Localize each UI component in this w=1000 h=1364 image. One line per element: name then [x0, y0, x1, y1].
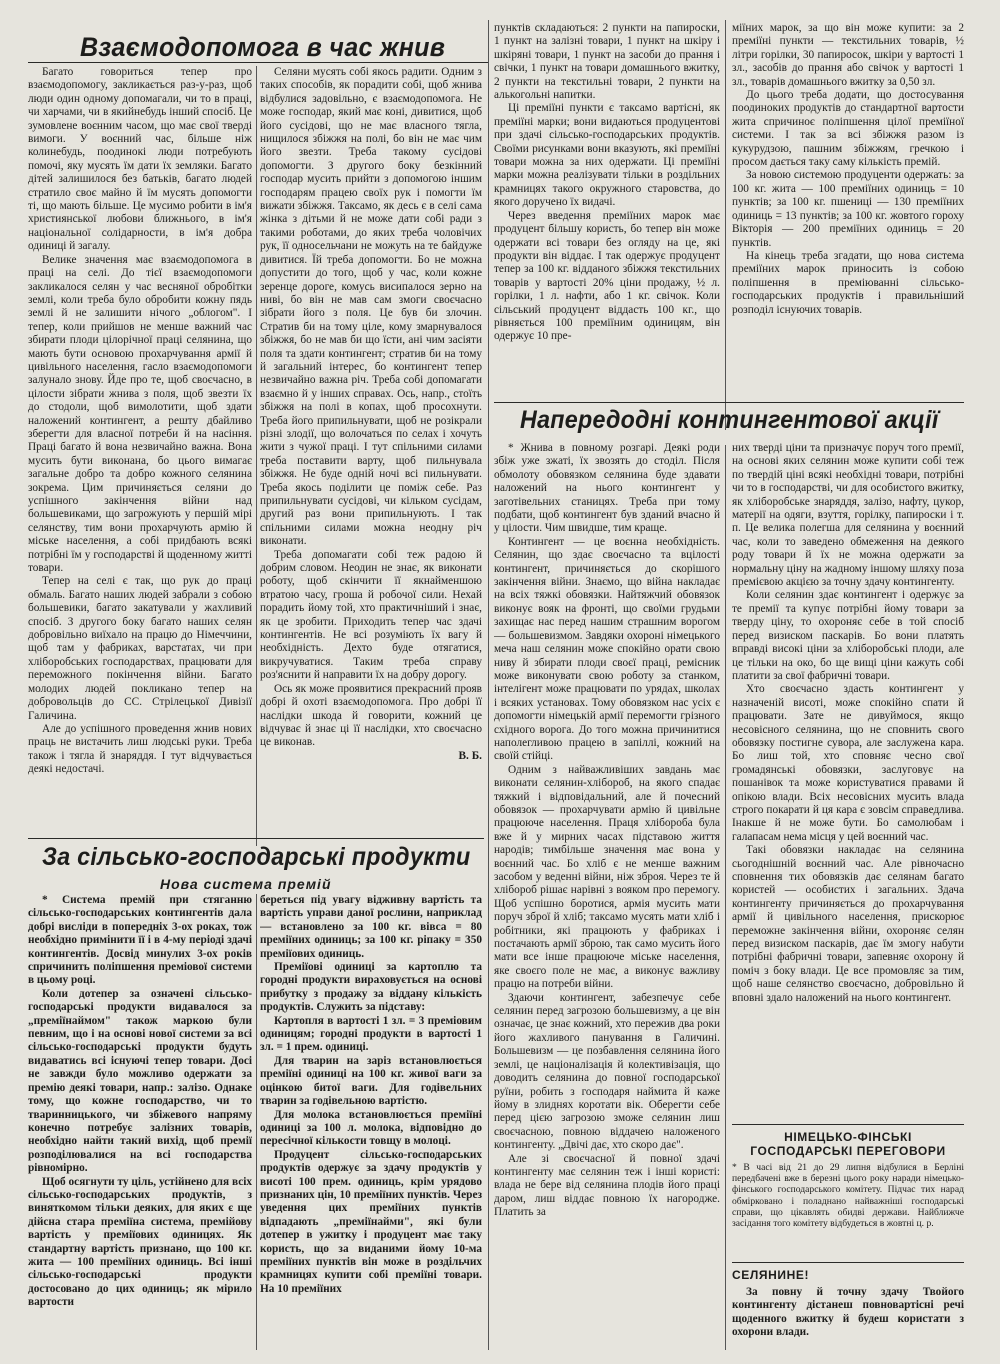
paragraph: Багато говориться тепер про взаємодопомогу, закликається раз-у-раз, щоб люди один одному допомагали, чи то в праці, чи харчами, чи в якийнебудь інший спосіб. Це зумовлене воєнним часом, що має свої тверді вимоги. У воєнний час, більше ніж колинебудь, поодинокі люди потребують помочі, яку мусять їм дати їх земляки. Багато дітей залишилося без батьків, багато людей стратило своє майно й їм мусять допомогти ті, що мають більше. Це мусимо робити в ім'я християнської любови ближнього, в ім'я національної солідарности, в ім'я добра одиниці й загалу.: [28, 66, 252, 253]
column-divider: [725, 445, 726, 1350]
paragraph: * Система премій при стяганню сільсько-господарських контингентів дала добрі висліди в попередніх 3-ох роках, тож необхідно примінити її і в 4-му періоді здачі контингентів. Досвід минулих 3-ох років спричинить поліпшення преміової системи в цьому році.: [28, 894, 252, 987]
paragraph: Але зі своєчасної й повної здачі контингенту має селянин теж і інші користі: влада не бере від селянина плодів його праці даром, лиш віддає повною їх нагородже. Платить за: [494, 1152, 720, 1219]
article-title-contingent: Напередодні контингентової акції: [520, 406, 939, 434]
paragraph: Здаючи контингент, забезпечує себе селянин перед загрозою большевизму, а це він означає, це знає кожний, хто пережив два роки його жахливого панування в Галичині. Большевизм — це позбавлення селянина його землі, це націоналізація й колективізація, що доводить селянина до повної господарської руїни, робить з господаря наймита й каже йому в злиднях коротати вік. Оберегти себе перед цією загрозою зможе селянин лиш своєчасною, повною віддачею наложеного контингенту. „Двічі дає, хто скоро дає".: [494, 991, 720, 1152]
paragraph: береться під увагу відживну вартість та вартість управи даної рослини, наприклад — встановлено за 100 кг. вівса = 80 преміїних одиниць; за 100 кг. ріпаку = 350 преміїових одиниць.: [260, 894, 482, 960]
section-rule: [494, 402, 964, 403]
article-signature: В. Б.: [458, 749, 482, 762]
column-divider: [256, 66, 257, 846]
premium-points-column-3: [494, 22, 720, 400]
article-title-mutual-aid: Взаємодопомога в час жнив: [80, 32, 446, 62]
paragraph: До цього треба додати, що достосування поодиноких продуктів до стандартної вартости жита спричиноє поліпшення цілої преміїної системи. І так за всі збіжжя разом із кукурудзою, пашним збіжжям, гречкою і просом дається таку саму кількість премій.: [732, 89, 964, 169]
column-divider: [256, 894, 257, 1350]
paragraph: Картопля в вартості 1 зл. = 3 преміовим одиницям; городні продукти в вартості 1 зл. = 1 прем. одиниці.: [260, 1014, 482, 1054]
article-subtitle: Нова система премій: [160, 876, 332, 892]
paragraph: Такі обовязки накладає на селянина сьогоднішній воєнний час. Але рівночасно сповнення тих обовязків дає селянам багато користей — особистих і загальних. Здача контингенту причиняється до прохарчування армії й цивільного населення, прискорює переможне закінчення війни, охороняє селян перед визиском паскарів, дає їм змогу набути потрібні фабричні товари, запевняє охорону й поміч з боку влади. Це все промовляє за тим, щоб наше селянство своєчасно, добровільно й вповні здало наложений на нього контингент.: [732, 844, 964, 1004]
article2-column-4: [732, 442, 964, 1120]
paragraph: На кінець треба згадати, що нова система преміїних марок приносить із собою поліпшення в преміюванні сільсько-господарських продуктів і правильніший розподіл існуючих товарів.: [732, 249, 964, 316]
paragraph: Через введення преміїних марок має продуцент більшу користь, бо тепер він може одержати всі товари без огляду на це, які продукти він віддає. І так одержує продуцент тепер за 100 кг. відданого збіжжя текстильних товарів у вартості 20% ціни продажу, ½ л. горілки, 1 л. нафти, або 1 кг. свічок. Коли сільський продуцент віддасть 100 кг., що рівняється 100 преміїним одиницям, він одержує 10 пре-: [494, 209, 720, 343]
article-title-agri-products: За сільсько-господарські продукти: [42, 843, 471, 871]
paragraph: пунктів складаються: 2 пункти на папироски, 1 пункт на залізні товари, 1 пункт на шкіру і шкіряні товари, 1 пункт на засоби до прання і свічки, 1 пункт на товари домашнього вжитку, 2 пункти на текстильні товари, 2 пункти на алькогольні напитки.: [494, 22, 720, 102]
news-box-negotiations: [732, 1130, 964, 1229]
paragraph: Щоб осягнути ту ціль, устійнено для всіх сільсько-господарських продуктів, з виняткомом тільки деяких, для яких є ще дійсна стара преміїна система, премійову вартість у преміїових одиницях. Як стандартну вартість признано, що 100 кг. жита — 100 преміїних одиниць. Всі інші сільсько-господарські продукти достосовано до цих одиниць; як мірило вартости: [28, 1175, 252, 1309]
box-text: * В часі від 21 до 29 липня відбулися в Берліні передбачені вже в березні цього року наради німецько-фінського господарського комітету. Підчас тих нарад обмірковано і поладнано найважніші господарські справи, що цікавлять обидві держави. Найближче засідання того комітету відбудеться в жовтні ц. р.: [732, 1162, 964, 1230]
article1-column-2: [260, 66, 482, 836]
paragraph: Але до успішного проведення жнив нових праць не вистачить лиш людські руки. Треба також і тягла й знаряддя. І тут відчувається деякі недостачі.: [28, 722, 252, 776]
paragraph: За новою системою продуценти одержать: за 100 кг. жита — 100 преміїних одиниць = 10 пунктів; за 100 кг. пшениці — 130 преміїних одиниць = 13 пунктів; за 100 кг. жовтого гороху Вікторія — 200 преміїних одиниць = 20 пунктів.: [732, 169, 964, 249]
paragraph: Коли дотепер за означені сільсько-господарські продукти видавалося за „преміїнаймом" також маркою були певним, що і на основі нової системи за всі сільсько-господарські продукти будуть видаватись всі існуючі тепер товари. Досі не завжди було можливо одержати за премію деякі товари, напр.: залізо. Однаке тому, що кожне господарство, чи то тваринницького, чи збіжевого напряму конечно потребує залізних товарів, необхідно найти такий вихід, щоб премії розподілювалися на всі господарства рівномірно.: [28, 987, 252, 1175]
paragraph: Селяни мусять собі якось радити. Одним з таких способів, як порадити собі, щоб жнива відбулися задовільно, є взаємодопомога. Не може господар, який має коні, дивитися, щоб його сусідові, що не має власного тягла, нищилося збіжжя на полі, бо він не має чим його звезти. Треба такому сусідові допомогти. З другого боку безкінний господар мусить прийти з допомогою іншим господарям працею своїх рук і помогти їм вижати збіжжя. Таксамо, як десь є в селі сама жінка з дітьми й не може дати собі ради з такими роботами, до яких треба чоловічих рук, її односельчани не можуть на те байдуже дивитися. Їй треба допомогти. Бо не можна допустити до того, щоб у час, коли кожне зеренце дороге, комусь висипалося зерно на ниві, бо він не мав сам змоги своєчасно зібрати його з поля. Це був би злочин. Стратив би на тому ціле, кому змарнувалося збіжжя, бо не мав би що їсти, ані чим засіяти поля та здати контингент; стратив би на тому й загальний інтерес, бо контингент тепер незвичайно важна річ. Треба собі допомагати взаємно й у інших справах. Ось, напр., стоїть збіжжя на полі в копах, щоб просохнути. Треба його припильнувати, щоб не розікрали різні злодії, що волочаться по селах і хочуть жити з чужої праці. І тут спільними силами треба поставити варту, щоб пильнувала збіжжя. Не буде одній ночі всі пильнувати. Треба якось поділити це поміж себе. Раз припильнувати сусідові, чи кільком сусідам, другий раз вони припильнують. І так спільними силами можна неодну річ виконати.: [260, 66, 482, 548]
paragraph: Хто своєчасно здасть контингент у назначеній висоті, може спокійно спати й працювати. Зате не дивуймося, якщо несовісного селянина, що не сповнить свого обовязку постигне сувора, але заслужена кара. Бо лиш той, хто сповняє чесно свої громадянські обовязки, заслуговує на пошанівок та може користуватися правами й опікою влади. Всіх несовісних мусить влада строго покарати й ця кара є зовсім справедлива. Інакше й не може бути. Бо самолюбам і галапасам нема місця у цей воєнний час.: [732, 683, 964, 843]
paragraph: Ось як може проявитися прекрасний прояв добрі й охоті взаємодопомога. Про добрі її наслідки шкода й говорити, кожний це відчуває й знає ці її наслідки, хто своєчасно це виконав.: [260, 682, 482, 749]
paragraph: Для тварин на заріз встановлюється преміїні одиниці на 100 кг. живої ваги за оцінкою битої ваги. Для годівельних тварин за годівельною вартістю.: [260, 1054, 482, 1108]
paragraph: Велике значення має взаємодопомога в праці на селі. До тієї взаємодопомоги закликалося селян у час весняної обробітки землі, коли треба було обробити кожну пядь землі й не залишити нічого „облогом". І тепер, коли прийшов не менше важний час збирати плоди цілорічної праці селянина, що мають бути основою прохарчування армії й цивільного населення, гасло взаємодопомоги залунало знову. Йде про те, щоб своєчасно, в цілости зібрати жнива з поля, щоб звезти їх до стодоли, щоб вимолотити, щоб здати наложений контингент, а решту дбайливо зберегти для власної потреби й на насіння. Праці багато й вона незвичайно важна. Вона мусить бути виконана, бо цього вимагає загальне добро та добро кожного селянина зокрема. Цим причиняється селяни до успішного закінчення війни над большевиками, що загрожують у першій мірі селянству, тим вони прохарчують армію й міське населення, а собі придбають всякі потрібні їм у господарстві й щоденному житті товари.: [28, 253, 252, 575]
box-rule: [732, 1262, 964, 1263]
article3-column-2: [260, 894, 482, 1350]
paragraph: Продуцент сільсько-господарських продуктів одержує за здачу продуктів у висоті 100 прем. одиниць, крім урядово признаних цін, 10 преміїних пунктів. Через уведення цих преміїних пунктів відпадають „преміїнайми", які були дотепер в ужитку і продуцент має таку користь, що за виданими йому 10-ма преміїних пунктів він може в роздільчих крамницях купити собі преміїні товари. На 10 преміїних: [260, 1148, 482, 1295]
paragraph: Контингент — це воєнна необхідність. Селянин, що здає своєчасно та вцілості контингент, причиняється до скорішого закінчення війни. Знаємо, що війна накладає на всіх тяжкі обовязки. Найтяжчий обовязок виконує вояк на фронті, що своїми грудьми захищає нас перед нашим страшним ворогом — большевизмом. Завдяки охороні німецького меча наш селянин може спокійно орати свою ниву й збирати плоди своєї праці, ремісник може виконувати свою роботу за станком, інтелігент може працювати по урядах, школах і всяких установах. Тому обовязком нас усіх є допомогти німецькій армії перемогти грізного східного ворога. До того можна причинитися наполегливою працею в запіллі, кожний на своїй стійці.: [494, 535, 720, 763]
box-title: НІМЕЦЬКО-ФІНСЬКІ ГОСПОДАРСЬКІ ПЕРЕГОВОРИ: [750, 1130, 946, 1158]
paragraph: Ці преміїні пункти є таксамо вартісні, як преміїні марки; вони видаються продуцентові при здачі сільсько-господарських продуктів. Своїми рисунками вони вказують, які преміїні товари можна за них одержати. Ці преміїні марки можна реалізувати тільки в роздільних крамницях такого окружного старовства, до якого доручено їх видачі.: [494, 102, 720, 209]
box-rule: [732, 1124, 964, 1125]
paragraph: них тверді ціни та призначує поруч того премії, на основі яких селянин може купити собі теж по твердій ціні всякі необхідні товари, потрібні чи то в господарстві, чи для особистого вжитку, як хліборобське знаряддя, залізо, нафту, цукор, матерії на одяги, взуття, горілку, папироски і т. п. Це велика полегша для селянина у воєнний час, коли то заведено обмеження на деякого роду товари й їх не можна одержати за нормальну ціну на жадному іншому шляху поза премієвою акцією за точну здачу контингенту.: [732, 442, 964, 589]
paragraph: Тепер на селі є так, що рук до праці обмаль. Багато наших людей забрали з собою большевики, багато закатували у жахливий спосіб. З другого боку багато наших селян добровільно виїхало на працю до Німеччини, щоб там у фабриках, варстатах, чи при хліборобських господарствах, працювати для переможного покінчення війни. Багато молодих людей покликано тепер на добровольців до СС. Стрілецької Дивізії Галичина.: [28, 575, 252, 722]
column-divider: [488, 20, 489, 1350]
paragraph: Для молока встановлюється преміїні одиниці за 100 л. молока, відповідно до пересічної кількости товщу в молоці.: [260, 1108, 482, 1148]
appeal-box-peasant: [732, 1268, 964, 1340]
paragraph: * Жнива в повному розгарі. Деякі роди збіж уже зжаті, їх звозять до стоділ. Після обмолоту обовязком селянина буде здавати наложений на нього контингент у заготівельних станицях. Треба при тому подбати, щоб контингент був зданий вчасно й у цілости. Чим швидше, тим краще.: [494, 442, 720, 535]
paragraph: Коли селянин здає контингент і одержує за те премії та купує потрібні йому товари за тверду ціну, то охороняє себе в той спосіб перед визиском паскарів. Бо вони платять вправді високі ціни за хліборобські плоди, але це тільки на око, бо ще вищі ціни кажуть собі платити за свої фабричні товари.: [732, 589, 964, 682]
box-title: СЕЛЯНИНЕ!: [732, 1268, 810, 1282]
section-rule: [28, 838, 484, 839]
paragraph: Преміїові одиниці за картоплю та городні продукти вираховується на основі прибутку з продажу за віддану кількість продуктів. Служить за підставу:: [260, 961, 482, 1014]
article2-column-3: [494, 442, 720, 1350]
premium-points-column-4: [732, 22, 964, 400]
title-underline: [28, 62, 488, 63]
paragraph: міїних марок, за що він може купити: за 2 преміїні пункти — текстильних товарів, ½ літри горілки, 30 папиросок, шкіри у вартості 1 зл., засобів до прання або свічок у вартості 1 зл., товарів домашнього вжитку за 0,50 зл.: [732, 22, 964, 88]
column-divider: [725, 20, 726, 430]
box-text: За повну й точну здачу Твойого контингенту дістанеш повновартісні речі щоденного вжитку й будеш користати з охорони влади.: [732, 1286, 964, 1339]
paragraph: Одним з найважливіших завдань має виконати селянин-хлібороб, на якого спадає тяжкий і відповідальний, але й почесний обовязок — прохарчувати армію й цивільне працююче населення. Праця хлібороба була вже й у мирних часах підставою життя народів; тимбільше значення має вона у воєнний час. Бо хліб є не менше важним засобом у веденні війни, ніж зброя. Через те й хлібороб рішає нарівні з вояком про перемогу. Щоб успішно боротися, армія мусить мати поруч зброї й хліб; таксамо мусять мати хліб і робітники, які працюють у фабриках і постачають армії зброю, так само мусить його мати все інше працююче міське населення, яке своєго поле не має, а виконує важливу працю на потреби війни.: [494, 763, 720, 991]
article1-column-1: [28, 66, 252, 800]
article3-column-1: [28, 894, 252, 1350]
paragraph: Треба допомагати собі теж радою й добрим словом. Неодин не знає, як виконати роботу, щоб скінчити її якнайменшою втратою часу, гроша й робочої сили. Нехай порадить йому той, хто практичніший і знає, як це зробити. Приходить тепер час здачі контингентів. Не всі розуміють їх вагу й необхідність. Дехто буде отягатися, викручуватися. Таким треба справу роз'яснити й направити їх на добру дорогу.: [260, 548, 482, 682]
